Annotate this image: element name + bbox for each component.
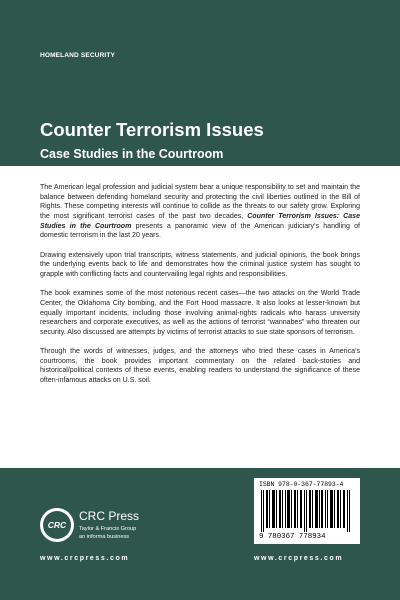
barcode-bars	[259, 490, 355, 532]
barcode-number: 9 780367 778934	[259, 533, 326, 541]
description-paragraph-1	[40, 183, 360, 241]
description-paragraph-4: Through the words of witnesses, judges, and the attorneys who tried these cases in America’s courtrooms, the book provides important commentary on the related back-stories and historical/political contexts of these events, enabling readers to understand the significance of these often-infamous attacks on U.S. soil.	[40, 348, 360, 385]
publisher-url: www.crcpress.com	[40, 555, 130, 562]
p1-text-end: presents a panoramic view of the American judiciary’s handling of domestic terrorism in the last 20 years.	[40, 222, 360, 240]
isbn-barcode	[254, 478, 360, 544]
isbn-label: ISBN 978-0-367-77893-4	[259, 481, 344, 488]
publisher-tagline: an informa business	[79, 534, 130, 540]
book-title: Counter Terrorism Issues	[40, 119, 264, 140]
description-paragraph-3: The book examines some of the most notorious recent cases—the two attacks on the World Trade Center, the Oklahoma City bombing, and the Fort Hood massacre. It also looks at lesser-known but equally important incidents, including those involving animal-rights radicals who harass university researchers and corporate executives, as well as the actions of terrorist “wannabes” who threaten our security. Also discussed are attempts by victims of terrorist attacks to sue state sponsors of terrorism.	[40, 290, 360, 336]
description-paragraph-2: Drawing extensively upon trial transcripts, witness statements, and judicial opinions, the book brings the underlying events back to life and demonstrates how the criminal justice system has sought to grapple with conflicting facts and countervailing legal rights and responsibilities.	[40, 251, 360, 278]
barcode-url: www.crcpress.com	[254, 555, 344, 562]
p1-title-emphasis: Counter Terrorism Issues: Case Studies in the Courtroom	[40, 212, 360, 230]
description	[40, 183, 360, 395]
category-label: HOMELAND SECURITY	[40, 52, 115, 59]
publisher-group: Taylor & Francis Group	[79, 526, 137, 532]
crc-press-logo	[40, 508, 160, 550]
crc-logo-letters: CRC	[47, 520, 67, 530]
book-subtitle: Case Studies in the Courtroom	[40, 147, 224, 161]
publisher-name: CRC Press	[79, 509, 140, 523]
header-panel	[0, 0, 400, 166]
p1-text-start: The American legal profession and judicial system bear a unique responsibility to set and maintain the balance between defending homeland security and protecting the civil liberties outlined in the Bill of Rights. These competing interests will continue to collide as the threats to our safety grow. Exploring the most significant terrorist cases of the past two decades,	[40, 184, 360, 220]
